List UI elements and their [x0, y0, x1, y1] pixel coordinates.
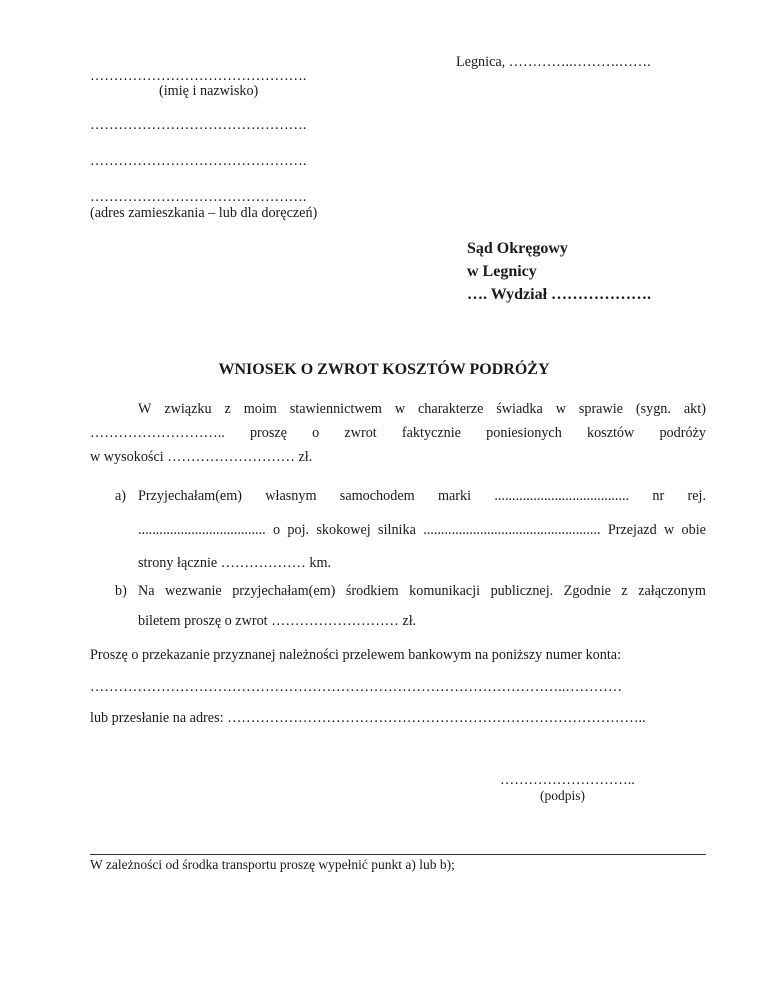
court-city: w Legnicy: [467, 263, 537, 280]
option-a-line-1-word: własnym: [265, 488, 317, 504]
intro-line-1-word: stawiennictwem: [289, 401, 382, 417]
intro-line-2: [90, 426, 706, 440]
name-line: ……………………………………….: [90, 68, 307, 84]
option-a-marker: a): [115, 488, 127, 504]
option-b-line-1-word: komunikacji: [409, 583, 481, 599]
signature-line: ………………………..: [500, 772, 635, 788]
option-b-line-1-word: z: [621, 583, 628, 599]
intro-line-1-word: z: [224, 401, 231, 417]
option-b-line-2: biletem proszę o zwrot ……………………… zł.: [138, 613, 417, 629]
intro-line-1-word: w: [394, 401, 406, 417]
option-a-line-2-word: poj.: [287, 522, 310, 538]
intro-line-1-word: świadka: [496, 401, 543, 417]
option-a-line-2-word: skokowej: [316, 522, 371, 538]
option-a-line-1-word: marki: [437, 488, 472, 504]
intro-line-1-word: związku: [164, 401, 212, 417]
option-b-marker: b): [115, 583, 127, 599]
name-caption: (imię i nazwisko): [159, 83, 259, 99]
transfer-request: Proszę o przekazanie przyznanej należności przelewem bankowym na poniższy numer konta:: [90, 647, 622, 663]
footnote-separator: [90, 854, 706, 855]
intro-line-1-word: sprawie: [578, 401, 623, 417]
option-a-line-2-word: obie: [681, 522, 706, 538]
postal-address-line: lub przesłanie na adres: ……………………………………………………………………………..: [90, 710, 646, 726]
intro-line-2-word: proszę: [249, 425, 287, 441]
option-a-line-1-word: Przyjechałam(em): [138, 488, 242, 504]
option-a-line-3: strony łącznie ……………… km.: [138, 555, 332, 571]
intro-line-2-word: faktycznie: [401, 425, 461, 441]
court-division: …. Wydział ……………….: [467, 286, 652, 303]
intro-line-1-word: W: [138, 401, 152, 417]
option-b-line-1-word: publicznej.: [490, 583, 554, 599]
intro-line-2-word: poniesionych: [486, 425, 562, 441]
intro-line-1-word: (sygn.: [635, 401, 671, 417]
address-line-3: ……………………………………….: [90, 189, 307, 205]
intro-line-2-word: kosztów: [586, 425, 635, 441]
option-a-line-2-word: w: [663, 522, 675, 538]
intro-line-1-word: charakterze: [418, 401, 484, 417]
signature-caption: (podpis): [540, 788, 585, 803]
intro-line-2-word: ………………………..: [90, 425, 225, 441]
option-a-line-2-word: ..................................................: [423, 522, 601, 538]
option-a-line-1: [138, 489, 706, 503]
option-a-line-2-word: silnika: [378, 522, 416, 538]
option-b-line-1-word: załączonym: [638, 583, 706, 599]
intro-line-3: w wysokości ……………………… zł.: [90, 449, 313, 465]
intro-line-1-word: akt): [683, 401, 706, 417]
intro-line-2-word: podróży: [659, 425, 706, 441]
intro-line-1: [138, 402, 706, 416]
option-a-line-2-word: Przejazd: [607, 522, 657, 538]
option-a-line-1-word: ......................................: [494, 488, 630, 504]
option-b-line-1-word: przyjechałam(em): [232, 583, 336, 599]
document-title: WNIOSEK O ZWROT KOSZTÓW PODRÓŻY: [218, 361, 550, 378]
option-b-line-1-word: Na: [138, 583, 155, 599]
option-a-line-1-word: rej.: [687, 488, 706, 504]
option-a-line-2: [138, 523, 706, 537]
footnote: W zależności od środka transportu proszę wypełnić punkt a) lub b);: [90, 857, 455, 872]
option-a-line-2-word: o: [272, 522, 281, 538]
option-b-line-1-word: wezwanie: [165, 583, 222, 599]
option-b-line-1: [138, 584, 706, 598]
intro-line-1-word: moim: [243, 401, 277, 417]
option-b-line-1-word: środkiem: [345, 583, 399, 599]
option-a-line-1-word: samochodem: [339, 488, 415, 504]
option-a-line-1-word: nr: [652, 488, 665, 504]
option-b-line-1-word: Zgodnie: [563, 583, 611, 599]
place-date: Legnica, …………..……….…….: [456, 54, 651, 70]
option-a-line-2-word: ....................................: [138, 522, 266, 538]
intro-line-1-word: w: [555, 401, 566, 417]
address-line-2: ……………………………………….: [90, 153, 307, 169]
court-name: Sąd Okręgowy: [467, 240, 568, 257]
account-number-line: ………………………………………………………………………………………..…………: [90, 679, 623, 695]
address-line-1: ……………………………………….: [90, 117, 307, 133]
intro-line-2-word: o: [312, 425, 320, 441]
intro-line-2-word: zwrot: [344, 425, 377, 441]
address-caption: (adres zamieszkania – lub dla doręczeń): [90, 205, 318, 221]
